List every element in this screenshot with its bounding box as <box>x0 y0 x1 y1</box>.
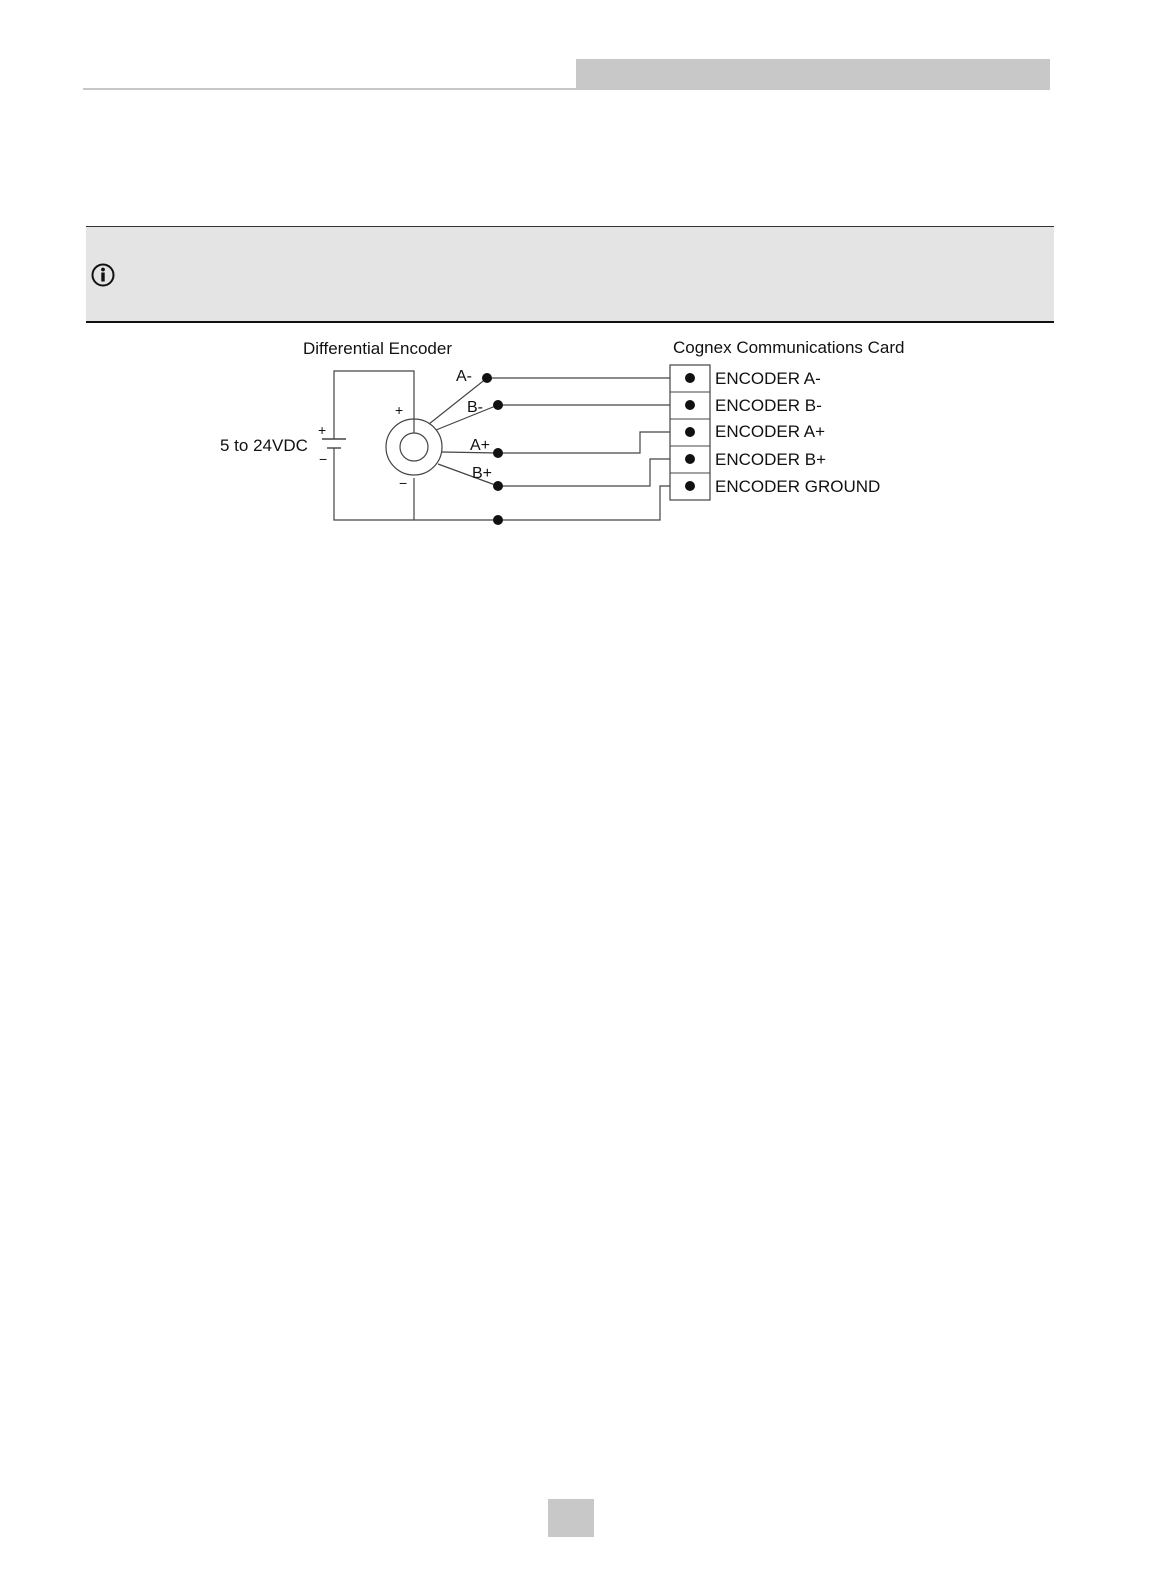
terminal-label-encoder-b-minus: ENCODER B- <box>715 396 822 415</box>
terminal-label-encoder-ground: ENCODER GROUND <box>715 477 881 496</box>
power-supply-circuit <box>322 371 670 520</box>
terminal-label-encoder-b-plus: ENCODER B+ <box>715 450 826 469</box>
wire-label-b-minus: B- <box>467 399 483 416</box>
encoder-minus-sign: − <box>399 475 408 491</box>
encoder-plus-sign: + <box>395 402 404 418</box>
terminal-block <box>670 365 710 500</box>
terminal-label-encoder-a-plus: ENCODER A+ <box>715 422 826 441</box>
supply-minus-sign: − <box>319 451 328 467</box>
communications-card-title: Cognex Communications Card <box>673 338 905 357</box>
wire-label-a-minus: A- <box>456 368 472 385</box>
info-icon <box>91 263 115 287</box>
wiring-diagram <box>200 330 940 540</box>
differential-encoder-title: Differential Encoder <box>303 339 452 358</box>
note-box <box>86 226 1054 323</box>
wire-label-b-plus: B+ <box>472 465 493 482</box>
wire-label-a-plus: A+ <box>470 437 491 454</box>
header-bar <box>576 59 1050 89</box>
signal-wires <box>487 378 670 486</box>
supply-voltage-label: 5 to 24VDC <box>220 436 308 455</box>
header-rule <box>83 88 1050 90</box>
supply-plus-sign: + <box>318 422 327 438</box>
page-number-box <box>548 1499 594 1537</box>
terminal-label-encoder-a-minus: ENCODER A- <box>715 369 821 388</box>
